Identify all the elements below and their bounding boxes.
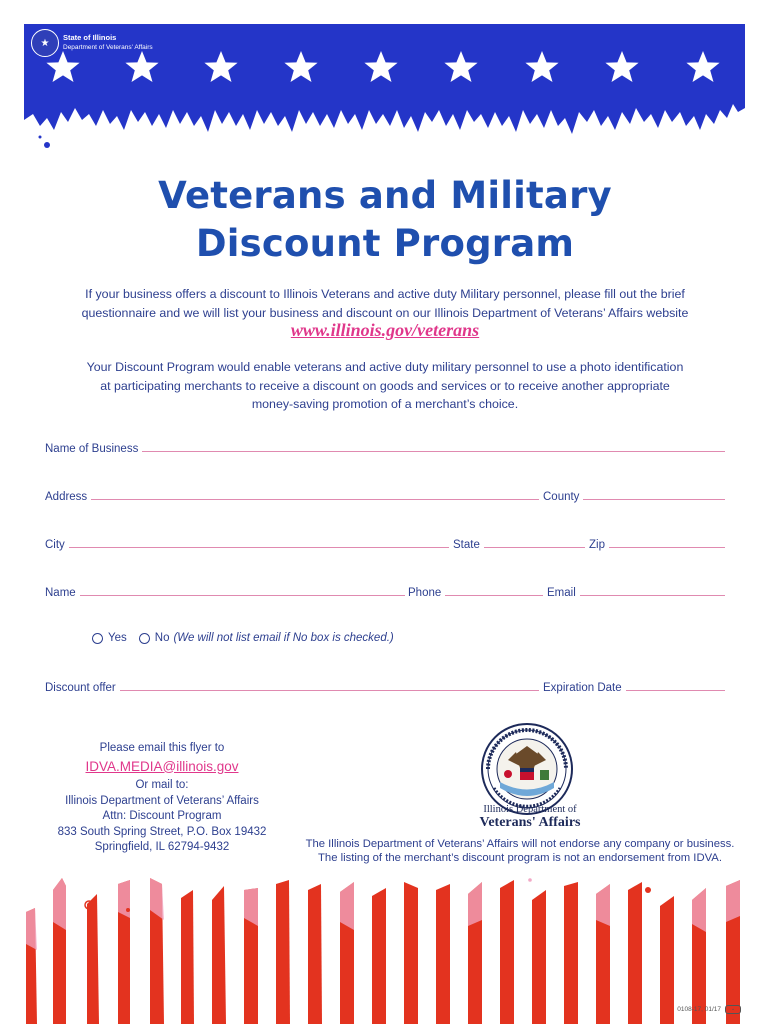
idva-seal-logo xyxy=(480,722,574,816)
email-line[interactable] xyxy=(580,595,725,596)
zip-line[interactable] xyxy=(609,547,725,548)
phone-line[interactable] xyxy=(445,595,543,596)
county-label: County xyxy=(543,491,580,503)
printer-bug-icon: • xyxy=(725,1005,741,1014)
address-label: Address xyxy=(45,491,88,503)
email-prompt: Please email this flyer to xyxy=(99,742,225,754)
zip-field[interactable] xyxy=(589,539,725,551)
disclaimer-line-1: The Illinois Department of Veterans’ Affairs will not endorse any company or business. xyxy=(305,838,735,850)
no-label: No xyxy=(154,632,170,644)
address-field[interactable] xyxy=(45,491,539,503)
contact-email-link[interactable]: IDVA.MEDIA@illinois.gov xyxy=(85,758,239,774)
banner-graphic xyxy=(0,0,770,160)
stars-banner xyxy=(0,0,770,160)
intro-line-2: questionnaire and we will list your business and discount on our Illinois Department of Veterans’ Affairs website xyxy=(81,305,689,320)
expiration-date-field[interactable] xyxy=(543,682,725,694)
department-line-2: Veterans' Affairs xyxy=(479,815,581,830)
email-listing-choice xyxy=(92,632,394,644)
intro-line-1: If your business offers a discount to Illinois Veterans and active duty Military personnel, please fill out the brief xyxy=(85,287,685,301)
mail-address-line-4: Springfield, IL 62794-9432 xyxy=(94,841,230,853)
discount-offer-label: Discount offer xyxy=(45,682,116,694)
program-paragraph xyxy=(40,358,730,414)
program-line-1: Your Discount Program would enable veterans and active duty military personnel to use a photo identification xyxy=(86,360,684,374)
name-of-business-field[interactable] xyxy=(45,443,725,455)
mail-prompt: Or mail to: xyxy=(135,779,189,791)
org-line-1: State of Illinois xyxy=(63,33,117,42)
name-of-business-label: Name of Business xyxy=(45,443,139,455)
yes-radio[interactable] xyxy=(92,633,103,644)
city-line[interactable] xyxy=(69,547,449,548)
discount-offer-line[interactable] xyxy=(120,690,539,691)
email-label: Email xyxy=(547,587,576,599)
zip-label: Zip xyxy=(589,539,605,551)
email-field[interactable] xyxy=(547,587,725,599)
expiration-date-label: Expiration Date xyxy=(543,682,622,694)
county-field[interactable] xyxy=(543,491,725,503)
name-of-business-line[interactable] xyxy=(142,451,725,452)
city-label: City xyxy=(45,539,65,551)
state-field[interactable] xyxy=(453,539,585,551)
program-line-3: money-saving promotion of a merchant’s choice. xyxy=(251,397,519,411)
intro-paragraph xyxy=(40,285,730,322)
state-line[interactable] xyxy=(484,547,585,548)
mail-address-line-1: Illinois Department of Veterans’ Affairs xyxy=(65,794,259,807)
page-title-line-1: Veterans and Military xyxy=(158,174,612,217)
department-line-1: Illinois Department of xyxy=(483,804,577,815)
county-line[interactable] xyxy=(583,499,725,500)
no-radio[interactable] xyxy=(139,633,150,644)
mail-address-line-2: Attn: Discount Program xyxy=(102,810,222,822)
contact-block xyxy=(42,741,282,856)
program-line-2: at participating merchants to receive a discount on goods and services or to receive another appropriate xyxy=(100,378,670,393)
phone-label: Phone xyxy=(408,587,442,599)
discount-offer-field[interactable] xyxy=(45,682,539,694)
state-seal-icon: ★ xyxy=(31,29,59,57)
department-wordmark xyxy=(440,804,620,831)
name-label: Name xyxy=(45,587,76,599)
yes-label: Yes xyxy=(108,632,127,644)
phone-field[interactable] xyxy=(408,587,543,599)
name-field[interactable] xyxy=(45,587,405,599)
website-link[interactable]: www.illinois.gov/veterans xyxy=(290,320,480,340)
state-label: State xyxy=(453,539,480,551)
form-code-text: 0108-17, 01/17 xyxy=(677,1006,721,1013)
city-field[interactable] xyxy=(45,539,449,551)
name-line[interactable] xyxy=(80,595,405,596)
page-title-line-2: Discount Program xyxy=(195,222,575,265)
mail-address-line-3: 833 South Spring Street, P.O. Box 19432 xyxy=(57,825,267,838)
red-stripes-graphic xyxy=(0,860,770,1024)
disclaimer-line-2: The listing of the merchant’s discount program is not an endorsement from IDVA. xyxy=(318,852,722,864)
state-of-illinois-header xyxy=(31,29,153,57)
form-code xyxy=(677,1005,741,1014)
no-note: (We will not list email if No box is checked.) xyxy=(173,632,394,644)
org-line-2: Department of Veterans' Affairs xyxy=(63,44,153,51)
address-line[interactable] xyxy=(91,499,539,500)
expiration-date-line[interactable] xyxy=(626,690,725,691)
